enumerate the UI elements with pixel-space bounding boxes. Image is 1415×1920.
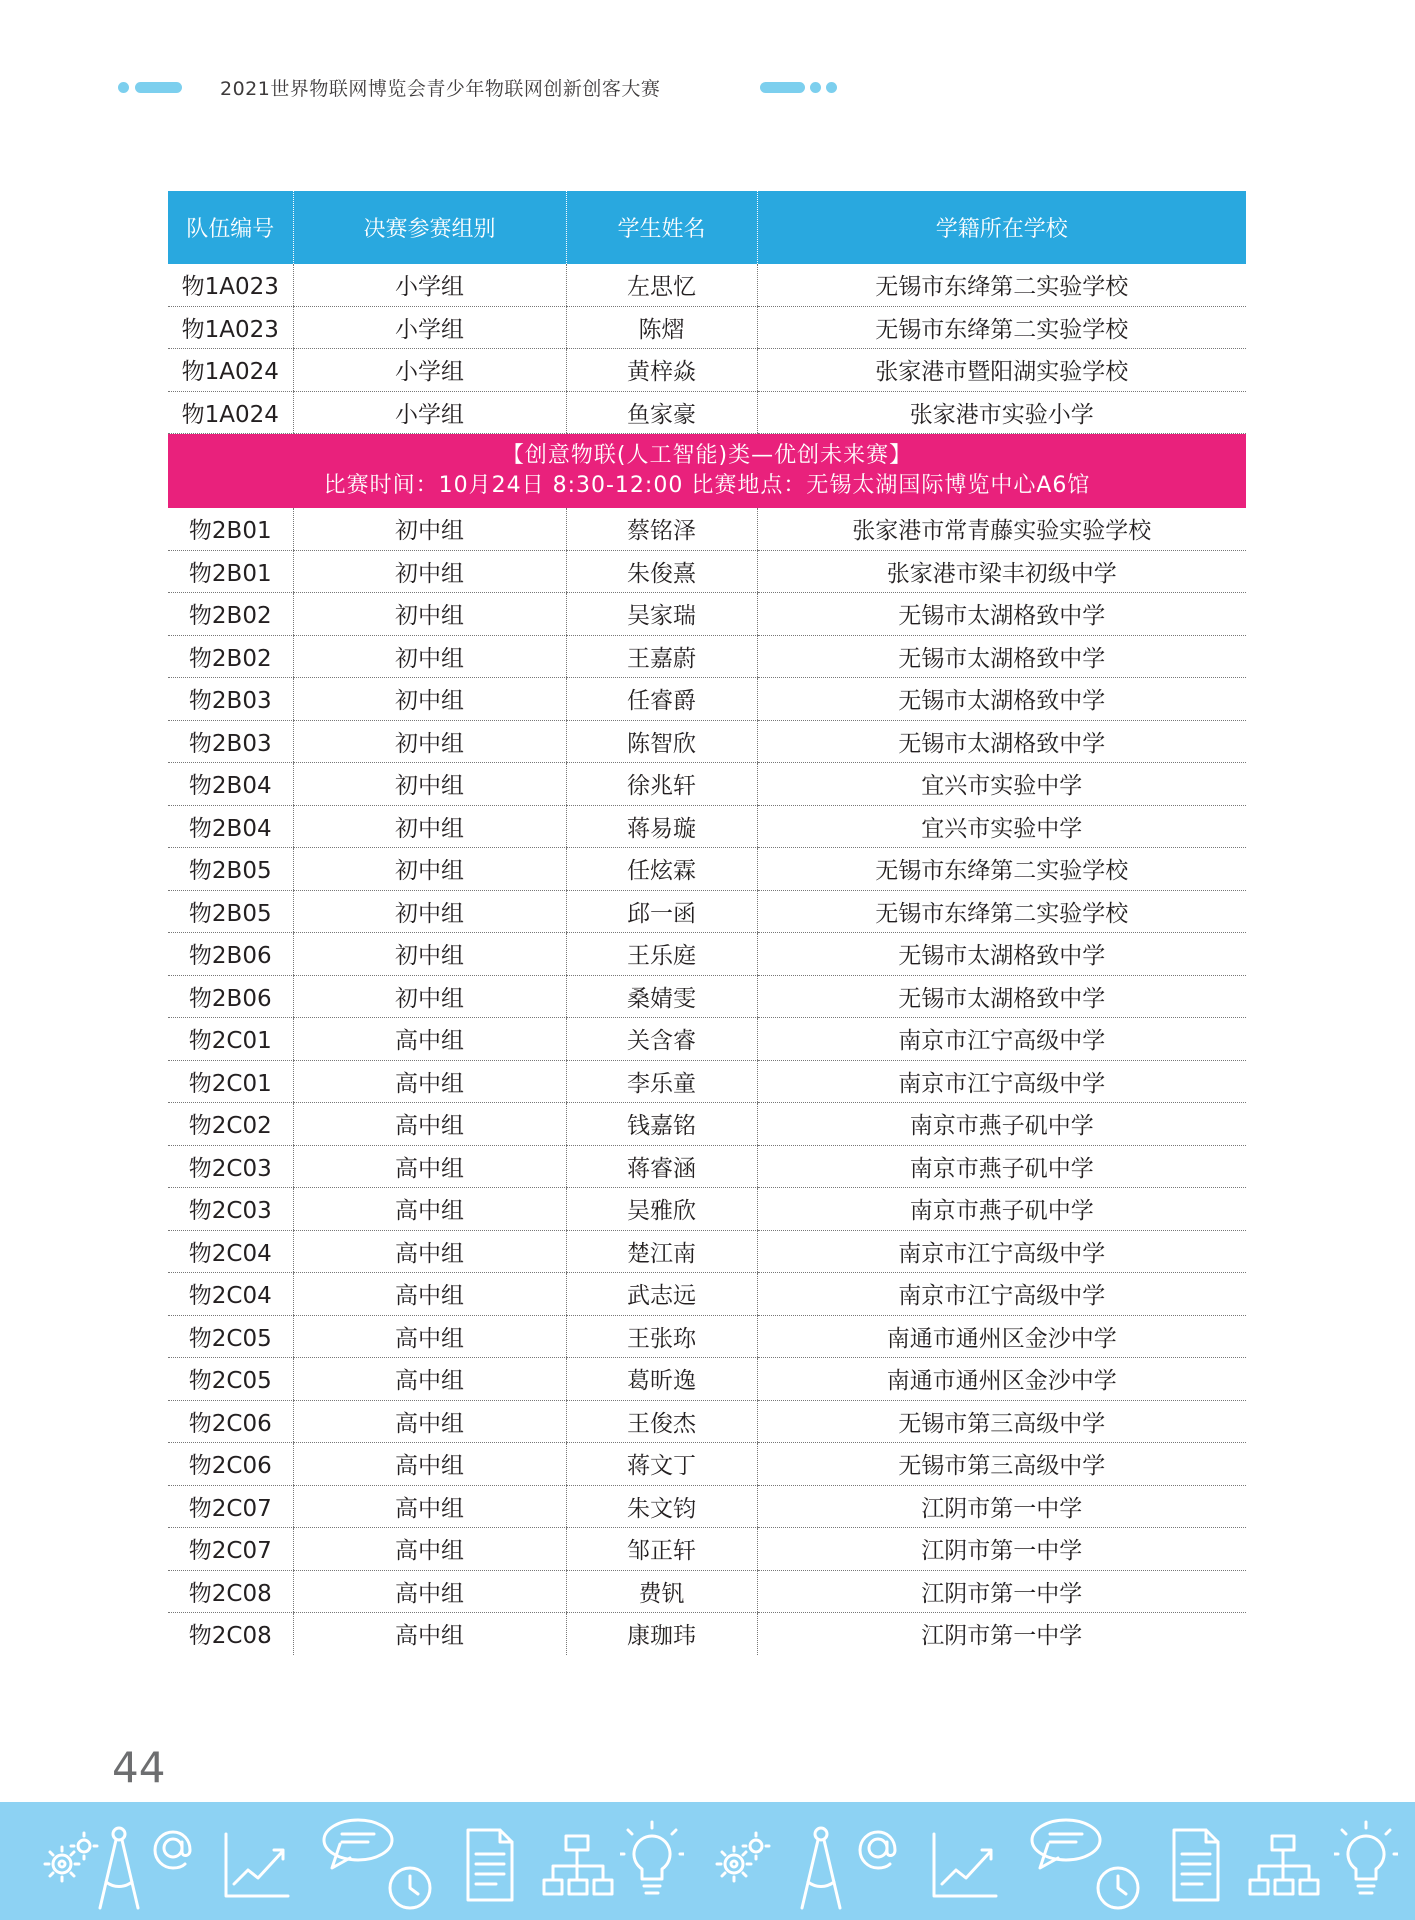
school-cell: 张家港市常青藤实验实验学校 bbox=[757, 508, 1246, 550]
school-cell: 南京市燕子矶中学 bbox=[757, 1188, 1246, 1231]
school-cell: 无锡市第三高级中学 bbox=[757, 1400, 1246, 1443]
school-cell: 南京市江宁高级中学 bbox=[757, 1273, 1246, 1316]
student-cell: 陈熠 bbox=[566, 306, 757, 349]
clock-icon bbox=[1092, 1862, 1144, 1914]
table-row bbox=[168, 1443, 1246, 1486]
document-icon bbox=[1164, 1824, 1226, 1906]
flowchart-icon bbox=[1246, 1832, 1322, 1902]
school-cell: 南京市燕子矶中学 bbox=[757, 1103, 1246, 1146]
group-cell: 初中组 bbox=[293, 635, 566, 678]
group-cell: 初中组 bbox=[293, 848, 566, 891]
team-id-cell: 物1A023 bbox=[168, 264, 293, 306]
header-pill-right bbox=[760, 82, 805, 93]
table-row bbox=[168, 550, 1246, 593]
team-id-cell: 物2B02 bbox=[168, 635, 293, 678]
table-row bbox=[168, 1358, 1246, 1401]
team-id-cell: 物2C07 bbox=[168, 1485, 293, 1528]
team-id-cell: 物2C04 bbox=[168, 1273, 293, 1316]
group-cell: 高中组 bbox=[293, 1315, 566, 1358]
group-cell: 高中组 bbox=[293, 1018, 566, 1061]
school-cell: 无锡市东绛第二实验学校 bbox=[757, 306, 1246, 349]
school-cell: 南京市燕子矶中学 bbox=[757, 1145, 1246, 1188]
group-cell: 高中组 bbox=[293, 1570, 566, 1613]
team-id-cell: 物2C03 bbox=[168, 1145, 293, 1188]
school-cell: 江阴市第一中学 bbox=[757, 1613, 1246, 1655]
team-id-cell: 物2B01 bbox=[168, 550, 293, 593]
line-chart-icon bbox=[928, 1830, 1000, 1902]
team-id-cell: 物2C01 bbox=[168, 1060, 293, 1103]
table-row bbox=[168, 933, 1246, 976]
school-cell: 江阴市第一中学 bbox=[757, 1570, 1246, 1613]
school-cell: 无锡市东绛第二实验学校 bbox=[757, 848, 1246, 891]
school-cell: 无锡市太湖格致中学 bbox=[757, 635, 1246, 678]
student-cell: 黄梓焱 bbox=[566, 349, 757, 392]
group-cell: 高中组 bbox=[293, 1443, 566, 1486]
school-cell: 张家港市实验小学 bbox=[757, 391, 1246, 434]
school-cell: 无锡市太湖格致中学 bbox=[757, 975, 1246, 1018]
compass-icon bbox=[796, 1824, 846, 1914]
team-id-cell: 物2C07 bbox=[168, 1528, 293, 1571]
team-id-cell: 物2B06 bbox=[168, 975, 293, 1018]
roster-table bbox=[168, 191, 1246, 1655]
team-id-cell: 物2B02 bbox=[168, 593, 293, 636]
team-id-cell: 物2B06 bbox=[168, 933, 293, 976]
section-details: 比赛时间：10月24日 8:30-12:00 比赛地点：无锡太湖国际博览中心A6馆 bbox=[323, 473, 1091, 498]
group-cell: 高中组 bbox=[293, 1613, 566, 1655]
student-cell: 鱼家豪 bbox=[566, 391, 757, 434]
table-row bbox=[168, 975, 1246, 1018]
table-row bbox=[168, 1188, 1246, 1231]
table-row bbox=[168, 678, 1246, 721]
group-cell: 初中组 bbox=[293, 678, 566, 721]
school-cell: 无锡市太湖格致中学 bbox=[757, 933, 1246, 976]
student-cell: 任炫霖 bbox=[566, 848, 757, 891]
group-cell: 小学组 bbox=[293, 264, 566, 306]
team-id-cell: 物2B04 bbox=[168, 763, 293, 806]
team-id-cell: 物2C05 bbox=[168, 1315, 293, 1358]
gears-icon bbox=[712, 1830, 772, 1890]
team-id-cell: 物2C03 bbox=[168, 1188, 293, 1231]
group-cell: 高中组 bbox=[293, 1060, 566, 1103]
student-cell: 蒋易璇 bbox=[566, 805, 757, 848]
table-row bbox=[168, 890, 1246, 933]
group-cell: 初中组 bbox=[293, 763, 566, 806]
group-cell: 初中组 bbox=[293, 720, 566, 763]
student-cell: 桑婧雯 bbox=[566, 975, 757, 1018]
header-pill-left bbox=[135, 82, 182, 93]
student-cell: 钱嘉铭 bbox=[566, 1103, 757, 1146]
group-cell: 小学组 bbox=[293, 306, 566, 349]
line-chart-icon bbox=[220, 1830, 292, 1902]
table-row bbox=[168, 763, 1246, 806]
student-cell: 吴家瑞 bbox=[566, 593, 757, 636]
header-dot-right-1 bbox=[810, 82, 821, 93]
table-row bbox=[168, 635, 1246, 678]
table-row bbox=[168, 805, 1246, 848]
table-row bbox=[168, 1103, 1246, 1146]
lightbulb-icon bbox=[1334, 1818, 1398, 1902]
col-header-student: 学生姓名 bbox=[566, 191, 757, 264]
group-cell: 小学组 bbox=[293, 349, 566, 392]
col-header-group: 决赛参赛组别 bbox=[293, 191, 566, 264]
group-cell: 高中组 bbox=[293, 1400, 566, 1443]
group-cell: 初中组 bbox=[293, 550, 566, 593]
header-title: 2021世界物联网博览会青少年物联网创新创客大赛 bbox=[220, 78, 661, 100]
team-id-cell: 物2B05 bbox=[168, 890, 293, 933]
table-header-row bbox=[168, 191, 1246, 264]
gears-icon bbox=[40, 1830, 100, 1890]
group-cell: 初中组 bbox=[293, 593, 566, 636]
student-cell: 蔡铭泽 bbox=[566, 508, 757, 550]
school-cell: 宜兴市实验中学 bbox=[757, 763, 1246, 806]
team-id-cell: 物2B03 bbox=[168, 678, 293, 721]
team-id-cell: 物2B03 bbox=[168, 720, 293, 763]
student-cell: 葛昕逸 bbox=[566, 1358, 757, 1401]
group-cell: 初中组 bbox=[293, 975, 566, 1018]
table-row bbox=[168, 1273, 1246, 1316]
student-cell: 邹正轩 bbox=[566, 1528, 757, 1571]
at-sign-icon bbox=[850, 1820, 906, 1876]
team-id-cell: 物2B05 bbox=[168, 848, 293, 891]
school-cell: 无锡市太湖格致中学 bbox=[757, 720, 1246, 763]
school-cell: 南京市江宁高级中学 bbox=[757, 1060, 1246, 1103]
school-cell: 张家港市梁丰初级中学 bbox=[757, 550, 1246, 593]
group-cell: 初中组 bbox=[293, 508, 566, 550]
group-cell: 初中组 bbox=[293, 890, 566, 933]
student-cell: 陈智欣 bbox=[566, 720, 757, 763]
student-cell: 吴雅欣 bbox=[566, 1188, 757, 1231]
student-cell: 费钒 bbox=[566, 1570, 757, 1613]
student-cell: 王俊杰 bbox=[566, 1400, 757, 1443]
school-cell: 江阴市第一中学 bbox=[757, 1485, 1246, 1528]
table-row bbox=[168, 391, 1246, 434]
header-dot-left bbox=[118, 82, 129, 93]
team-id-cell: 物2C05 bbox=[168, 1358, 293, 1401]
section-banner bbox=[168, 434, 1246, 509]
group-cell: 初中组 bbox=[293, 805, 566, 848]
lightbulb-icon bbox=[620, 1818, 684, 1902]
school-cell: 南通市通州区金沙中学 bbox=[757, 1358, 1246, 1401]
school-cell: 南京市江宁高级中学 bbox=[757, 1230, 1246, 1273]
clock-icon bbox=[384, 1862, 436, 1914]
flowchart-icon bbox=[540, 1832, 616, 1902]
team-id-cell: 物2B04 bbox=[168, 805, 293, 848]
school-cell: 张家港市暨阳湖实验学校 bbox=[757, 349, 1246, 392]
student-cell: 徐兆轩 bbox=[566, 763, 757, 806]
team-id-cell: 物2C01 bbox=[168, 1018, 293, 1061]
school-cell: 无锡市东绛第二实验学校 bbox=[757, 890, 1246, 933]
team-id-cell: 物2C06 bbox=[168, 1400, 293, 1443]
table-row bbox=[168, 1613, 1246, 1655]
student-cell: 康珈玮 bbox=[566, 1613, 757, 1655]
table-row bbox=[168, 306, 1246, 349]
team-id-cell: 物2C08 bbox=[188, 1623, 272, 1650]
student-cell: 王乐庭 bbox=[566, 933, 757, 976]
team-id-cell: 物2B01 bbox=[168, 508, 293, 550]
compass-icon bbox=[94, 1824, 144, 1914]
student-cell: 蒋文丁 bbox=[566, 1443, 757, 1486]
team-id-cell: 物2C04 bbox=[168, 1230, 293, 1273]
table-row bbox=[168, 1145, 1246, 1188]
document-icon bbox=[458, 1824, 520, 1906]
table-row bbox=[168, 1018, 1246, 1061]
table-row bbox=[168, 1230, 1246, 1273]
team-id-cell: 物1A023 bbox=[168, 306, 293, 349]
table-row bbox=[168, 1570, 1246, 1613]
student-cell: 朱文钧 bbox=[566, 1485, 757, 1528]
student-cell: 王嘉蔚 bbox=[566, 635, 757, 678]
team-id-cell: 物2C06 bbox=[168, 1443, 293, 1486]
group-cell: 高中组 bbox=[293, 1145, 566, 1188]
at-sign-icon bbox=[145, 1820, 201, 1876]
team-id-cell: 物2C08 bbox=[168, 1570, 293, 1613]
col-header-school: 学籍所在学校 bbox=[757, 191, 1246, 264]
student-cell: 邱一函 bbox=[566, 890, 757, 933]
school-cell: 无锡市第三高级中学 bbox=[757, 1443, 1246, 1486]
group-cell: 高中组 bbox=[293, 1528, 566, 1571]
student-cell: 左思忆 bbox=[566, 264, 757, 306]
section-title: 【创意物联(人工智能)类—优创未来赛】 bbox=[501, 443, 913, 468]
school-cell: 宜兴市实验中学 bbox=[757, 805, 1246, 848]
student-cell: 关含睿 bbox=[566, 1018, 757, 1061]
group-cell: 小学组 bbox=[293, 391, 566, 434]
school-cell: 南通市通州区金沙中学 bbox=[757, 1315, 1246, 1358]
table-row bbox=[168, 1485, 1246, 1528]
section-banner-row bbox=[168, 434, 1246, 509]
group-cell: 高中组 bbox=[293, 1358, 566, 1401]
page-number: 44 bbox=[112, 1743, 166, 1792]
table-row bbox=[168, 593, 1246, 636]
table-row bbox=[168, 349, 1246, 392]
table-row bbox=[168, 508, 1246, 550]
header-dot-right-2 bbox=[826, 82, 837, 93]
table-row bbox=[168, 1528, 1246, 1571]
school-cell: 南京市江宁高级中学 bbox=[757, 1018, 1246, 1061]
group-cell: 初中组 bbox=[293, 933, 566, 976]
group-cell: 高中组 bbox=[293, 1103, 566, 1146]
table-row bbox=[168, 264, 1246, 306]
school-cell: 江阴市第一中学 bbox=[757, 1528, 1246, 1571]
table-row bbox=[168, 1400, 1246, 1443]
group-cell: 高中组 bbox=[293, 1230, 566, 1273]
table-row bbox=[168, 848, 1246, 891]
student-cell: 蒋睿涵 bbox=[566, 1145, 757, 1188]
school-cell: 无锡市太湖格致中学 bbox=[757, 593, 1246, 636]
table-row bbox=[168, 1315, 1246, 1358]
table-row bbox=[168, 720, 1246, 763]
team-id-cell: 物1A024 bbox=[168, 349, 293, 392]
footer-band bbox=[0, 1802, 1415, 1920]
team-id-cell: 物2C02 bbox=[168, 1103, 293, 1146]
school-cell: 无锡市东绛第二实验学校 bbox=[757, 264, 1246, 306]
student-cell: 楚江南 bbox=[566, 1230, 757, 1273]
group-cell: 高中组 bbox=[293, 1485, 566, 1528]
table-row bbox=[168, 1060, 1246, 1103]
school-cell: 无锡市太湖格致中学 bbox=[757, 678, 1246, 721]
group-cell: 高中组 bbox=[293, 1273, 566, 1316]
group-cell: 高中组 bbox=[293, 1188, 566, 1231]
student-cell: 朱俊熹 bbox=[566, 550, 757, 593]
student-cell: 任睿爵 bbox=[566, 678, 757, 721]
student-cell: 李乐童 bbox=[566, 1060, 757, 1103]
student-cell: 武志远 bbox=[566, 1273, 757, 1316]
team-id-cell: 物1A024 bbox=[168, 391, 293, 434]
col-header-team-id: 队伍编号 bbox=[168, 191, 293, 264]
student-cell: 王张珎 bbox=[566, 1315, 757, 1358]
